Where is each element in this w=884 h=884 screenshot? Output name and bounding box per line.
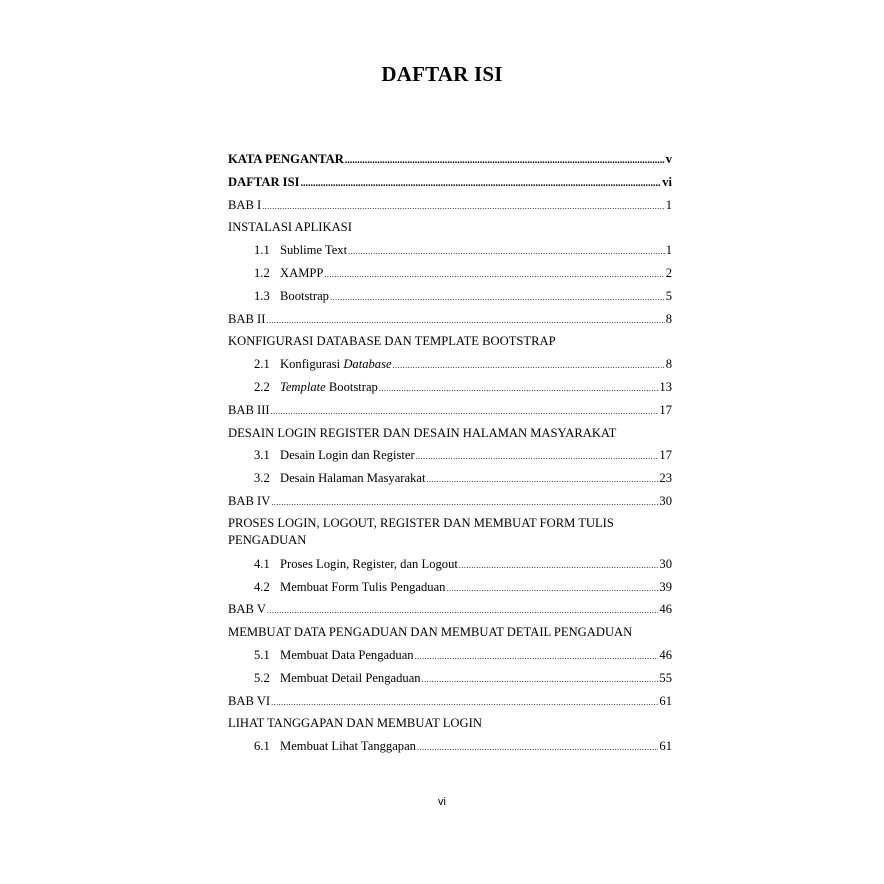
toc-entry-number: 3.2 [254,471,270,486]
toc-chapter-title [228,714,672,737]
toc-entry[interactable] [228,555,672,578]
toc-entry-label [228,401,270,419]
toc-entry-label [280,355,392,373]
label-part: MEMBUAT DATA PENGADUAN DAN MEMBUAT DETAIL PENGADUAN [228,625,633,640]
toc-entry-label [228,623,632,641]
toc-page-number: 2 [665,265,672,280]
label-part: LIHAT TANGGAPAN DAN MEMBUAT LOGIN [228,716,482,731]
label-part: Membuat Lihat Tanggapan [280,739,416,754]
toc-chapter-title [228,332,672,355]
toc-entry-number: 4.1 [254,556,270,571]
page-number: vi [438,796,446,808]
toc-page-number: 8 [665,311,672,326]
toc-entry-label [280,555,458,573]
dot-leader [345,152,665,170]
toc-entry-number: 1.1 [254,243,270,258]
toc-entry-label [228,492,270,510]
toc-entry[interactable] [228,264,672,287]
toc-page-number: 61 [659,693,672,708]
dot-leader [415,648,659,666]
toc-page-number: 23 [659,471,672,486]
dot-leader [393,357,665,375]
toc-entry[interactable] [228,196,672,219]
toc-entry[interactable] [228,355,672,378]
dot-leader [416,448,659,466]
toc-entry-number: 4.2 [254,579,270,594]
dot-leader [271,694,658,712]
toc-entry-number: 5.2 [254,670,270,685]
dot-leader [417,739,658,757]
toc-chapter-title [228,218,672,241]
toc-entry-label [228,600,266,618]
toc-page-number: 39 [659,579,672,594]
label-part: BAB V [228,602,266,617]
toc-entry[interactable] [228,173,672,196]
toc-page-number: 1 [665,197,672,212]
toc-entry[interactable] [228,492,672,515]
toc-entry-label [280,241,347,259]
toc-entry[interactable] [228,150,672,173]
label-part: INSTALASI APLIKASI [228,220,352,235]
toc-page-number: 5 [665,288,672,303]
toc-page-number: 8 [665,357,672,372]
toc-entry-label [228,714,482,732]
toc-page-number: 46 [659,602,672,617]
dot-leader [330,289,665,307]
dot-leader [422,671,659,689]
toc-page-number: 1 [665,243,672,258]
label-part: BAB II [228,311,266,326]
dot-leader [271,403,659,421]
label-part: Membuat Form Tulis Pengaduan [280,579,446,594]
toc-entry-label [280,669,421,687]
label-part: DAFTAR ISI [228,174,300,189]
toc-entry-label [280,578,445,596]
toc-page-number: vi [662,174,672,189]
dot-leader [348,243,665,261]
toc-page-number: 17 [659,402,672,417]
toc-page-number: 55 [659,670,672,685]
dot-leader [324,266,664,284]
label-part: Bootstrap [280,288,329,303]
toc-entry-number: 1.2 [254,265,270,280]
toc-page-number: 13 [659,379,672,394]
label-part: BAB I [228,197,262,212]
label-part: Database [343,357,392,372]
label-part: BAB IV [228,493,271,508]
toc-entry[interactable] [228,692,672,715]
toc-entry[interactable] [228,669,672,692]
toc-entry[interactable] [228,578,672,601]
label-part: PROSES LOGIN, LOGOUT, REGISTER DAN MEMBUAT FORM TULIS PENGADUAN [228,515,614,547]
toc-chapter-title [228,515,672,555]
dot-leader [446,580,658,598]
toc-entry-label [280,737,416,755]
label-part: BAB III [228,402,270,417]
toc-entry-number: 6.1 [254,739,270,754]
label-part: Bootstrap [325,379,378,394]
page-title: DAFTAR ISI [381,62,503,86]
toc-entry-label [228,515,672,549]
toc-chapter-title [228,623,672,646]
dot-leader [301,175,662,193]
label-part: KONFIGURASI DATABASE DAN TEMPLATE BOOTSTRAP [228,334,556,349]
toc-entry-label [228,218,352,236]
toc-entry[interactable] [228,378,672,401]
toc-page-number: v [665,152,672,166]
toc-entry-label [228,196,261,214]
toc-entry-label [280,446,415,464]
toc-entry[interactable] [228,469,672,492]
table-of-contents [228,150,672,760]
dot-leader [271,494,658,512]
dot-leader [379,380,659,398]
label-part: Proses Login, Register, dan Logout [280,556,458,571]
toc-entry-number: 2.1 [254,357,270,372]
toc-entry-label [228,332,556,350]
toc-page-number: 17 [659,448,672,463]
label-part: XAMPP [280,265,324,280]
label-part: Desain Login dan Register [280,448,415,463]
toc-entry-label [228,310,265,328]
label-part: Konfigurasi [280,357,344,372]
dot-leader [459,557,659,575]
dot-leader [267,602,658,620]
label-part: DESAIN LOGIN REGISTER DAN DESAIN HALAMAN MASYARAKAT [228,425,617,440]
label-part: BAB VI [228,693,271,708]
dot-leader [266,312,664,330]
toc-entry-label [280,287,329,305]
toc-entry[interactable] [228,446,672,469]
toc-entry[interactable] [228,600,672,623]
toc-page-number: 46 [659,647,672,662]
toc-entry-label [280,264,323,282]
toc-entry[interactable] [228,737,672,760]
toc-page-number: 30 [659,556,672,571]
dot-leader [426,471,658,489]
toc-entry-label [280,469,425,487]
toc-entry[interactable] [228,241,672,264]
label-part: Sublime Text [280,243,348,258]
label-part: Desain Halaman Masyarakat [280,471,426,486]
dot-leader [262,198,664,216]
toc-entry-number: 1.3 [254,288,270,303]
toc-entry-label [228,424,616,442]
toc-entry-number: 3.1 [254,448,270,463]
toc-entry[interactable] [228,287,672,310]
toc-entry[interactable] [228,401,672,424]
toc-entry-number: 5.1 [254,647,270,662]
toc-entry-number: 2.2 [254,379,270,394]
toc-entry-label [280,646,414,664]
toc-page-number: 61 [659,739,672,754]
label-part: Membuat Data Pengaduan [280,647,414,662]
label-part: Template [280,379,326,394]
toc-page-number: 30 [659,493,672,508]
toc-entry-label [280,378,378,396]
toc-entry-label [228,150,344,168]
toc-chapter-title [228,424,672,447]
toc-entry-label [228,173,300,191]
toc-entry[interactable] [228,646,672,669]
toc-entry-label [228,692,270,710]
label-part: Membuat Detail Pengaduan [280,670,421,685]
toc-entry[interactable] [228,310,672,333]
label-part: KATA PENGANTAR [228,152,344,166]
